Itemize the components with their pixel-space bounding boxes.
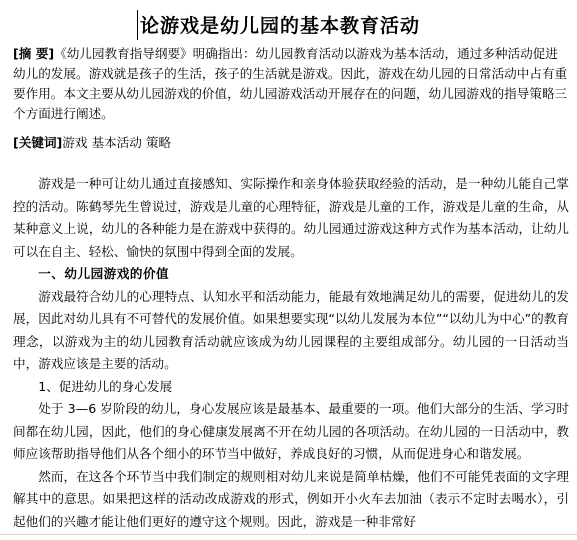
- intro-paragraph: 游戏是一种可让幼儿通过直接感知、实际操作和亲身体验获取经验的活动，是一种幼儿能自己掌控的活动。陈鹤琴先生曾说过，游戏是儿童的心理特征，游戏是儿童的工作，游戏是儿童的生命，从某种意义上说，幼儿的各种能力是在游戏中获得的。幼儿园通过游戏这种方式作为基本活动，让幼儿可以在自主、轻松、愉快的氛围中得到全面的发展。: [13, 176, 569, 259]
- keywords-text: 游戏 基本活动 策略: [62, 135, 172, 150]
- document-body: [13, 173, 569, 533]
- abstract-text: 《幼儿园教育指导纲要》明确指出：幼儿园教育活动以游戏为基本活动，通过多种活动促进幼儿的发展。游戏就是孩子的生活，孩子的生活就是游戏。因此，游戏在幼儿园的日常活动中占有重要作用。本文主要从幼儿园游戏的价值，幼儿园游戏活动开展存在的问题，幼儿园游戏的指导策略三个方面进行阐述。: [13, 46, 568, 121]
- keywords-label: [关键词]: [13, 135, 63, 150]
- subsection-heading: 1、促进幼儿的身心发展: [38, 378, 173, 394]
- abstract: [13, 44, 569, 124]
- section-heading: 一、幼儿园游戏的价值: [38, 266, 170, 281]
- development-paragraph: 处于 3—6 岁阶段的幼儿，身心发展应该是最基本、最重要的一项。他们大部分的生活、学习时间都在幼儿园，因此，他们的身心健康发展离不开在幼儿园的各项活动。在幼儿园的一日活动中，教师应该帮助指导他们从各个细小的环节当中做好，养成良好的习惯，从而促进身心和谐发展。: [13, 401, 569, 461]
- abstract-label: [摘 要]: [13, 46, 55, 61]
- keywords: [13, 133, 569, 153]
- value-paragraph: 游戏最符合幼儿的心理特点、认知水平和活动能力，能最有效地满足幼儿的需要，促进幼儿的发展，因此对幼儿具有不可替代的发展价值。如果想要实现“以幼儿发展为本位”“以幼儿为中心”的教育理念，以游戏为主的幼儿园教育活动就应该成为幼儿园课程的主要组成部分。幼儿园的一日活动当中，游戏应该是主要的活动。: [13, 288, 569, 371]
- page-bottom-edge: [0, 534, 577, 535]
- rules-paragraph: 然而，在这各个环节当中我们制定的规则相对幼儿来说是简单枯燥，他们不可能凭表面的文字理解其中的意思。如果把这样的活动改成游戏的形式，例如开小火车去加油（表示不定时去喝水），引起他们的兴趣才能让他们更好的遵守这个规则。因此，游戏是一种非常好: [13, 468, 569, 529]
- text-cursor: [137, 10, 138, 40]
- document-title: 论游戏是幼儿园的基本教育活动: [140, 15, 421, 37]
